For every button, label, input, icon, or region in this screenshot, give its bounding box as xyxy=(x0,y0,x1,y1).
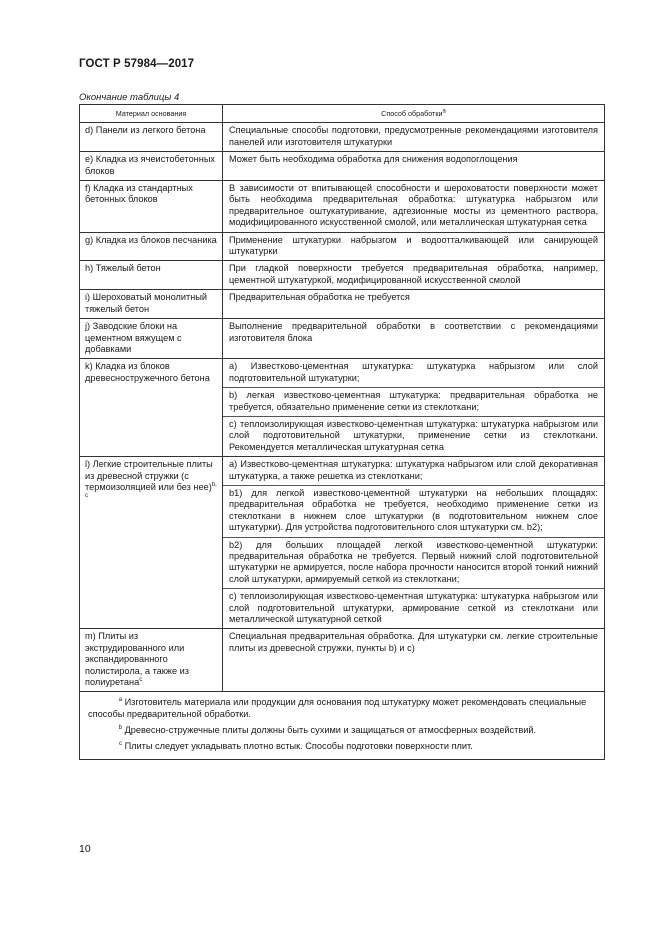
material-text: m) Плиты из экструдированного или экспандированного полистирола, а также из полиуретана xyxy=(85,631,189,688)
material-text: d) Панели из легкого бетона xyxy=(85,125,206,136)
table-row xyxy=(80,261,605,290)
method-text: b1) для легкой известково-цементной штукатурки на небольших площадях: предварительная обработка не требуется, необходимо применение сетки из стеклоткани в нижнем слое штукатурки (в подготовительном нижнем слое штукатурки). Для устройства подготовительного слоя штукатурки см. b2); xyxy=(223,485,604,537)
method-text: В зависимости от впитывающей способности и шероховатости поверхности может быть необходима предварительная обработка: штукатурка набрызгом или предварительное оштукатуривание, адгезионные мосты из цементного раствора, модифицированного искусственной смолой, или металлическая штукатурная сетка xyxy=(229,183,598,228)
treatment-table xyxy=(79,104,605,760)
table-row xyxy=(80,319,605,359)
material-text: j) Заводские блоки на цементном вяжущем с добавками xyxy=(85,321,182,354)
footnote: $^c$ Плиты следует укладывать плотно встык. Способы подготовки поверхности плит. xyxy=(119,740,473,751)
material-footnote-mark: c xyxy=(139,677,143,683)
table-row xyxy=(80,629,605,692)
method-text: При гладкой поверхности требуется предварительная обработка, например, цементной штукатуркой, модифицированной искусственной смолой xyxy=(229,263,598,285)
material-text: k) Кладка из блоков древесностружечного бетона xyxy=(85,361,210,383)
footnotes-row xyxy=(80,692,605,759)
table-row xyxy=(80,232,605,261)
table-row xyxy=(80,123,605,152)
method-text: c) теплоизолирующая известково-цементная штукатурка: штукатурка набрызгом или слой подготовительной штукатурки, армирование сеткой из стеклоткани или металлической штукатурной сеткой xyxy=(223,588,604,628)
footnote: $^b$ Древесно-стружечные плиты должны быть сухими и защищаться от атмосферных воздействий. xyxy=(118,725,537,736)
method-text: Предварительная обработка не требуется xyxy=(229,292,410,303)
method-text: c) теплоизолирующая известково-цементная штукатурка: штукатурка набрызгом или слой подготовительной штукатурки, применение сетки из стеклоткани. Рекомендуется металлическая штукатурная сетка xyxy=(223,416,604,456)
material-text: e) Кладка из ячеистобетонных блоков xyxy=(85,154,216,176)
column-header-method-label: Способ обработки xyxy=(381,109,443,118)
method-cell xyxy=(223,319,605,359)
material-text: l) Легкие строительные плиты из древесной стружки (с термоизоляцией или без нее) xyxy=(85,459,213,492)
page-number: 10 xyxy=(79,843,91,855)
method-text: Применение штукатурки набрызгом и водоотталкивающей или санирующей штукатурки xyxy=(229,234,598,257)
column-header-footnote-mark: a xyxy=(442,108,446,115)
table-row xyxy=(80,152,605,181)
material-text: g) Кладка из блоков песчаника xyxy=(85,234,217,245)
method-text: Может быть необходима обработка для снижения водопоглощения xyxy=(229,154,518,165)
method-cell xyxy=(223,123,605,152)
material-cell xyxy=(80,359,223,457)
method-text: b) легкая известково-цементная штукатурка: предварительная обработка не требуется, обязательно применение сетки из стеклоткани; xyxy=(223,387,604,416)
method-cell xyxy=(223,181,605,233)
table-body xyxy=(80,123,605,692)
method-cell xyxy=(223,152,605,181)
method-cell xyxy=(223,232,605,261)
table-row xyxy=(80,181,605,233)
method-text: b2) для больших площадей легкой известково-цементной штукатурки: предварительная обработка не требуется. Первый нижний слой подготовительной штукатурки не армируется, после набора прочности наносится второй тонкий нижний слой штукатурки, армируемый сеткой из стеклоткани; xyxy=(223,537,604,589)
footnote-text: Изготовитель материала или продукции для основания под штукатурку может рекомендовать специальные способы предварительной обработки. xyxy=(88,697,587,720)
material-cell xyxy=(80,181,223,233)
material-cell xyxy=(80,319,223,359)
method-text: a) Известково-цементная штукатурка: штукатурка набрызгом или слой подготовительной штукатурки; xyxy=(229,361,598,383)
footnotes-cell xyxy=(80,692,605,759)
material-cell xyxy=(80,232,223,261)
footnote: $^a$ Изготовитель материала или продукции для основания под штукатурку может рекомендовать специальные способы предварительной обработки. xyxy=(88,697,587,720)
document-header: ГОСТ Р 57984—2017 xyxy=(79,58,195,70)
column-header-method xyxy=(223,105,605,123)
material-cell xyxy=(80,152,223,181)
material-cell xyxy=(80,261,223,290)
footnote-text: Плиты следует укладывать плотно встык. Способы подготовки поверхности плит. xyxy=(124,740,473,751)
table-header-row xyxy=(80,105,605,123)
material-cell xyxy=(80,123,223,152)
method-text: Специальная предварительная обработка. Для штукатурки см. легкие строительные плиты из древесной стружки, пункты b) и c) xyxy=(229,631,598,653)
method-text: Выполнение предварительной обработки в соответствии с рекомендациями изготовителя блока xyxy=(229,321,598,343)
table-row xyxy=(80,359,605,457)
method-cell xyxy=(223,359,605,457)
table-caption: Окончание таблицы 4 xyxy=(79,92,180,103)
method-text: a) Известково-цементная штукатурка: штукатурка набрызгом или слой декоративная штукатурка, а также решетка из стеклоткани; xyxy=(229,459,598,481)
method-cell xyxy=(223,290,605,319)
material-cell xyxy=(80,457,223,629)
material-text: i) Шероховатый монолитный тяжелый бетон xyxy=(85,292,207,314)
column-header-material: Материал основания xyxy=(80,105,223,123)
method-cell xyxy=(223,261,605,290)
table-row xyxy=(80,457,605,629)
material-footnote-mark: b, c xyxy=(85,481,217,500)
footnote-text: Древесно-стружечные плиты должны быть сухими и защищаться от атмосферных воздействий. xyxy=(124,725,537,736)
method-text: Специальные способы подготовки, предусмотренные рекомендациями изготовителя панелей или изготовителя штукатурки xyxy=(229,125,598,147)
material-text: h) Тяжелый бетон xyxy=(85,263,161,274)
table-row xyxy=(80,290,605,319)
material-text: f) Кладка из стандартных бетонных блоков xyxy=(85,183,193,205)
method-cell xyxy=(223,457,605,629)
material-cell xyxy=(80,290,223,319)
method-cell xyxy=(223,629,605,692)
material-cell xyxy=(80,629,223,692)
